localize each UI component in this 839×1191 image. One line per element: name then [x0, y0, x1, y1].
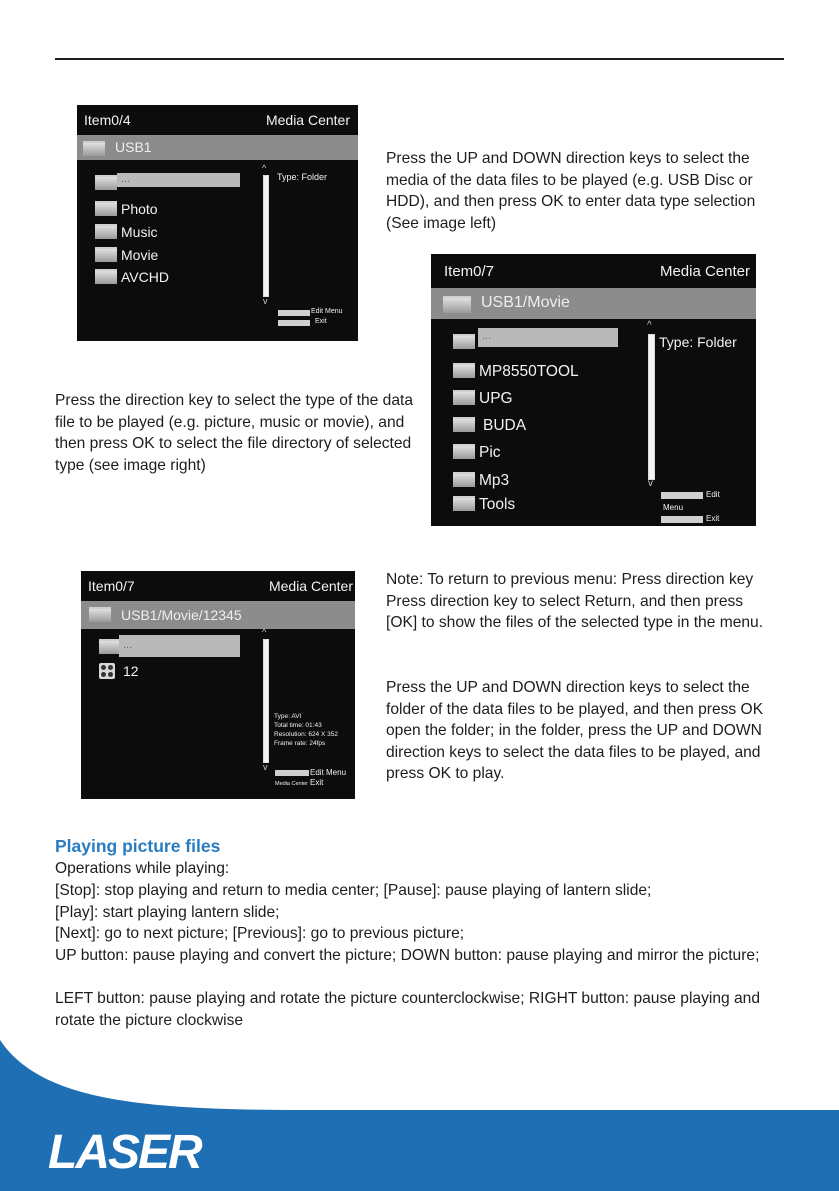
list-item-label: Music — [121, 224, 158, 240]
header-rule — [55, 58, 784, 60]
path-label: USB1/Movie/12345 — [121, 607, 242, 623]
screen-header — [88, 571, 353, 601]
list-item-label: MP8550TOOL — [479, 363, 579, 380]
folder-icon — [89, 607, 111, 622]
folder-icon — [95, 201, 117, 216]
list-item-label: Photo — [121, 201, 158, 217]
folder-icon — [453, 334, 475, 349]
section-line: LEFT button: pause playing and rotate the picture counterclockwise; RIGHT button: pause playing and rotate the picture clockwise — [55, 990, 761, 1029]
file-info-total-time: Total time: 01:43 — [274, 722, 322, 729]
path-bar — [77, 135, 358, 160]
type-label: Type: Folder — [659, 334, 737, 350]
media-center-screen-1 — [77, 105, 358, 341]
scroll-up-icon: ^ — [262, 163, 267, 173]
media-center-screen-3 — [81, 571, 355, 799]
file-info-type: Type: AVI — [274, 713, 302, 720]
item-counter: Item0/7 — [444, 263, 495, 280]
folder-icon — [453, 390, 475, 405]
path-label: USB1/Movie — [481, 294, 570, 311]
section-line: Operations while playing: — [55, 860, 230, 877]
selection-highlight: ... — [119, 635, 240, 657]
section-line: UP button: pause playing and convert the picture; DOWN button: pause playing and mirror the picture; — [55, 947, 760, 964]
edit-button[interactable] — [661, 492, 703, 499]
instruction-text-1: Press the UP and DOWN direction keys to select the media of the data files to be played (e.g. USB Disc or HDD), and then press OK to enter data type selection (See image left) — [386, 150, 756, 232]
edit-menu-button[interactable] — [275, 770, 309, 776]
list-item-label: Tools — [479, 496, 516, 513]
folder-icon — [453, 496, 475, 511]
folder-icon — [453, 444, 475, 459]
instruction-text-3: Press the UP and DOWN direction keys to select the folder of the data files to be played, and then press OK open the folder; in the folder, press the UP and DOWN direction keys to select the data files to be played, and press OK to play. — [386, 679, 764, 783]
section-line: [Next]: go to next picture; [Previous]: go to previous picture; — [55, 925, 465, 942]
instruction-text-2: Press the direction key to select the type of the data file to be played (e.g. picture, music or movie), and then press OK to select the file directory of selected type (see image right) — [55, 392, 413, 474]
laser-logo — [48, 1120, 218, 1180]
screen-header — [84, 105, 350, 135]
scroll-down-icon: v — [263, 762, 268, 772]
exit-button[interactable] — [661, 516, 703, 523]
scroll-down-icon: v — [648, 478, 653, 489]
section-line: [Stop]: stop playing and return to media center; [Pause]: pause playing of lantern slide; — [55, 882, 652, 899]
menu-label: Menu — [663, 503, 684, 512]
folder-icon — [95, 224, 117, 239]
scrollbar[interactable] — [648, 334, 655, 480]
scrollbar[interactable] — [263, 639, 269, 763]
media-center-screen-2 — [431, 254, 756, 526]
exit-label: Exit — [310, 778, 324, 787]
exit-button[interactable] — [278, 320, 310, 326]
folder-icon — [95, 247, 117, 262]
file-info-resolution: Resolution: 624 X 352 — [274, 731, 338, 738]
section-heading: Playing picture files — [55, 836, 221, 856]
folder-icon — [453, 472, 475, 487]
folder-icon — [443, 296, 471, 313]
edit-menu-label: Edit Menu — [311, 308, 343, 315]
path-bar — [81, 601, 355, 629]
file-info-frame-rate: Frame rate: 24fps — [274, 740, 326, 747]
media-center-label: Media Center — [275, 781, 309, 787]
folder-icon — [95, 269, 117, 284]
note-text: Note: To return to previous menu: Press direction key Press direction key to select Return, and then press [OK] to show the files of the selected type in the menu. — [386, 571, 764, 632]
screen-title: Media Center — [268, 578, 353, 594]
path-label: USB1 — [115, 139, 152, 155]
list-item-label: Pic — [479, 444, 501, 461]
list-item-label: BUDA — [483, 417, 527, 434]
list-item-label: UPG — [479, 390, 513, 407]
folder-icon — [453, 363, 475, 378]
scroll-down-icon: v — [263, 296, 268, 306]
scrollbar[interactable] — [263, 175, 269, 297]
item-counter: Item0/4 — [84, 112, 131, 128]
video-file-icon — [99, 663, 115, 679]
edit-label: Edit — [706, 490, 720, 499]
scroll-up-icon: ^ — [262, 627, 267, 637]
list-item-label: Movie — [121, 247, 159, 263]
edit-menu-label: Edit Menu — [310, 768, 347, 777]
edit-menu-button[interactable] — [278, 310, 310, 316]
folder-icon — [99, 639, 121, 654]
exit-label: Exit — [706, 514, 720, 523]
screen-header — [438, 254, 748, 288]
list-item-label: Mp3 — [479, 472, 510, 489]
logo-text: LASER — [48, 1126, 201, 1179]
selection-highlight: ... — [117, 173, 240, 187]
section-line: [Play]: start playing lantern slide; — [55, 904, 280, 921]
folder-icon — [453, 417, 475, 432]
folder-icon — [83, 141, 105, 156]
list-item-label: AVCHD — [121, 269, 169, 285]
screen-title: Media Center — [265, 112, 350, 128]
screen-title: Media Center — [659, 263, 750, 280]
selection-highlight: ... — [478, 328, 618, 347]
path-bar — [431, 288, 756, 319]
item-counter: Item0/7 — [88, 578, 135, 594]
scroll-up-icon: ^ — [647, 320, 652, 331]
exit-label: Exit — [315, 318, 327, 325]
folder-icon — [95, 175, 117, 190]
list-item-label: 12 — [123, 663, 139, 679]
type-label: Type: Folder — [277, 172, 328, 182]
